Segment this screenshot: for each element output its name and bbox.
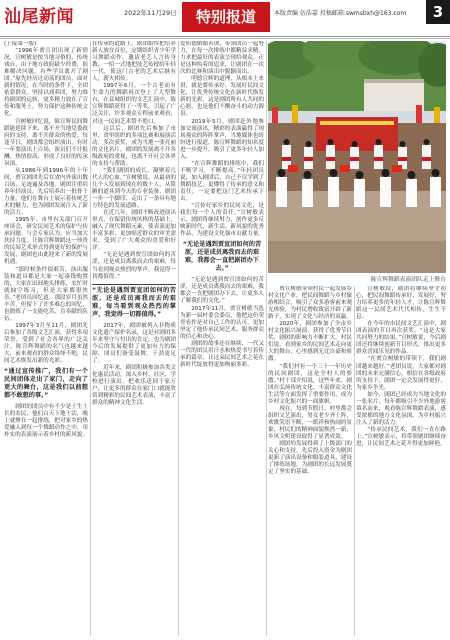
column-divider (354, 286, 355, 636)
article-column-1 (4, 41, 88, 636)
article-paragraph: 这以后，剧团先后参加了市里、省里组织的多项比赛和展演活动，多次获奖，成为当地一张亮丽的文化名片。剧团的发展离不开各级政府的重视，也离不开社会各界的支持与帮助。 (92, 125, 176, 167)
photo-caption: 陈宣辉舞蹈表演团队走上舞台 (370, 277, 446, 283)
article-paragraph: (上接第一版) (4, 41, 37, 47)
editor-contact: 本版责编 伍浩嘉 投稿邮箱:swmsbxh@163.com (274, 10, 407, 17)
article-paragraph: 宣树敏回忆说，陈宣辉民间舞蹈能延续下来，离不开当地党委政府的支持，离不开群众的热爱。每逢节日，剧团都会组织演出，有时一年要演出上百场，演员们不计报酬，热情很高，形成了良好的传承氛围。 (4, 118, 88, 167)
article-paragraph: “无论是遇到贾宣团如何的苦涩，还是成员离我而去的艰难，每当看到观众热烈的掌声，我觉得一切都值得。” (92, 252, 176, 280)
article-column-2 (92, 41, 176, 636)
article-column-5 (356, 286, 446, 636)
article-paragraph: 现在，每到节假日，村里都会组织文艺演出，男女老少齐上阵，欢歌笑语不断，一派祥和热闹的景象，村民们的精神面貌焕然一新，乡风文明建设取得了显著成效。 (268, 405, 352, 440)
masthead (0, 0, 450, 36)
article-paragraph: 爱积德循循善诱，带领团员一起努力，在每一次排练中都精益求精，力求把最好的表演呈现给观众。正是这种执着的追求，让剧团在一次次的比赛和演出中脱颖而出。 (180, 41, 264, 76)
performance-photo (268, 41, 446, 273)
article-column-3 (180, 41, 264, 636)
article-paragraph: “在贾宣树敏的带领下，我们剧团越来越好。”老团员说，大家都对剧团的未来充满信心，相信在各级政府的支持下，剧团一定会发展得更好，为家乡争光。 (356, 356, 446, 391)
issue-date: 2022年11月29日 (124, 9, 177, 17)
article-paragraph: 近年来，剧团积极参加各类文化惠民活动，深入乡村、社区、学校进行演出，把欢乐送到千家万户，让更多的群众在家门口就能欣赏到精彩的民间艺术表演，丰富了群众的精神文化生活。 (92, 364, 176, 407)
masthead-rule-thin (0, 38, 450, 39)
article-paragraph: 在传承的道路上，剧团始终把培养新人放在首位，定期组织青少年学习舞蹈动作，邀请老艺人言传身教，一招一式地把技艺传授给年轻一代，使这门古老的艺术后继有人，薪火相传。 (92, 41, 176, 83)
article-paragraph: 在今年的市民间文艺汇演中，剧团表演的节目再次获奖。“这是大家共同努力的结果。”宣树敏说，今后剧团还将继续创新节目形式，推出更多群众喜闻乐见的作品。 (356, 321, 446, 356)
article-paragraph: 2019年5月，剧团赴外地参加交流演出，精彩的表演赢得了现场观众的阵阵掌声，当地媒体也纷纷进行报道，陈宣辉舞蹈的知名度进一步提升，吸引了更多年轻人加入。 (180, 118, 264, 160)
pull-quote: “无论是遇到贾宣团如何的苦涩，还是成员离我而去的艰难，我都会一直把剧团办下去。” (182, 241, 262, 273)
article-paragraph: 剧团的发展得到了上级部门的关心和支持，先后投入资金为剧团更新了演出设备和服装道具，建设了排练场地，为剧团的长远发展奠定了坚实的基础。 (268, 441, 352, 476)
page-number: 3 (426, 0, 450, 24)
column-divider (266, 41, 267, 636)
pull-quote: “无论是遇到贾宣团如何的苦涩，还是成员离我而去的艰难，每当看到观众热烈的掌声，我觉得一切都值得。” (92, 284, 176, 319)
article-paragraph: 在近几年，剧团不断改进演出形式，在保留传统风格的基础上，融入了现代舞蹈元素，使表演更加丰富多彩，更加贴近群众的审美需求，受到了广大观众的喜爱和好评。 (92, 210, 176, 252)
article-paragraph: “那时候条件很艰苦，演出服装和道具都是大家一起凑钱购置的，大家在田间地头排练，农忙时就抽空练习，但是大家都很快乐。”老团员回忆道，那段岁月虽然辛苦，但留下了许多难忘的回忆，也锻炼了一支能吃苦、肯奉献的队伍。 (4, 266, 88, 322)
article-paragraph: 如今，剧团已经成为当地文化的一张名片，每年都吸引不少外地游客慕名而来，观看陈宣辉舞蹈表演，感受浓郁的地方文化氛围，为乡村振兴注入了新的活力。 (356, 391, 446, 426)
article-paragraph: “传承民间艺术，我们一直在路上。”宣树敏表示，将带领剧团继续奋进，让民间艺术之花开得更加鲜艳。 (356, 426, 446, 448)
article-paragraph: “1996年贾宣团出现了新情况，宣树敏是按当地习俗的，传统戏台，由于地方政府缺少经费，很难解决问题，有些学员离开了剧团。”原先经历过动荡的团员，面对新的情况，在当时的条件下，全团依靠群众，坚持以戏养团，努力维持剧团的运转，更多精力放在了宣传和服务上，努力保护这种传统文化。 (4, 48, 88, 118)
article-paragraph: 2020年，剧团参加了全市乡村文化振兴展演，获得了优秀节目奖，剧团的影响力不断扩大。村民们说，看到家乡的民间艺术走向更大的舞台，心里感到无比自豪和骄傲。 (268, 321, 352, 363)
article-column-4 (268, 286, 352, 636)
article-paragraph: “在宣辉舞蹈的排练中，我们不断学习，不断提高。”年轻团员说，加入剧团后，自己不仅学到了舞蹈技艺，更懂得了传承的意义和责任，一定要把这门艺术传承下去。 (180, 160, 264, 203)
article-paragraph: 1997年6月，一个古老而有生命力的舞蹈再次登上了大型舞台，在县城组织的文艺汇演中，陈宣辉舞蹈获得了一等奖，引起了广泛关注，许多观众专程前来观看，对这一民间艺术赞不绝口。 (92, 83, 176, 125)
pull-quote: “通过宣传推广，我们有一个民间团体走出了家门，走向了更大的舞台，这是我们以前想都不敢想的事。” (4, 368, 88, 400)
article-paragraph: 1997年3月至11月，剧团先后参加了各级文艺汇演，获得多项荣誉，受到了社会各界的广泛关注，陈宣辉舞蹈的名气也越来越大，前来观看的群众络绎不绝，民间艺术焕发出新的光彩。 (4, 322, 88, 365)
stage-performance-image (268, 41, 446, 273)
article-paragraph: 明德宣辉的道理，从根本上来讲，就是要传承好、发展好民间文化，让优秀传统文化在新时代焕发新的光彩，这是剧团所有人共同的心愿，也是他们不懈奋斗的动力源泉。 (180, 76, 264, 118)
article-paragraph: “无论是遇到贾宣团如何的苦涩，还是成员离我而去的艰难，我都会一直把剧团办下去，让更多人了解我们的文化。” (180, 277, 264, 305)
article-paragraph: 从1986年到1996年的十年间，贾宣剧团先后在省内外演出数百场，足迹遍及各地。剧团注重培养年轻演员，先后培养出一批骨干力量，他们在舞台上展示着传统艺术的魅力，也为剧团发展注入了新的活力。 (4, 167, 88, 217)
article-paragraph: 宣树敏说，剧团将继续坚守初心，把民间舞蹈传承好、发展好，努力培养更多的年轻人才，让陈宣辉舞蹈这一民间艺术代代相传，生生不息。 (356, 286, 446, 321)
article-paragraph: 1995年，市里有关部门召开座谈会，研究民间艺术的保护与传承问题。与会专家认为，应当加大扶持力度，让陈宣辉舞蹈这一珍贵的民间艺术形式得到更好的保护与发展，剧团也由此迎来了新的发展机遇。 (4, 217, 88, 266)
masthead-rule (0, 36, 450, 37)
article-paragraph: 剧团的故事还在继续，一代又一代的团员用汗水和热爱书写着传承的篇章，让这朵民间艺术之花在新时代绽放得更加绚丽多彩。 (180, 340, 264, 368)
article-paragraph: “我们村有一个三十一年历史的民间剧团，这是全村人的骄傲。”村干部介绍说，这些年来，剧团在弘扬传统文化、丰富群众文化生活等方面发挥了重要作用，成为乡村文化振兴的一面旗帜。 (268, 363, 352, 405)
article-paragraph: “宣传好家乡的民间文化，是我们每一个人的责任。”宣树敏表示，剧团将继续努力，创作更多反映新时代、新生活、新风貌的优秀作品，为建设文化强市贡献力量。 (180, 203, 264, 238)
column-divider (178, 41, 179, 636)
article-paragraph: 剧团的团员中有不少是土生土长的农民，他们白天下地干活，晚上就聚在一起排练，把对家乡的热爱融入到每一个舞蹈动作之中，用朴实的表演展示着乡村的新风貌。 (4, 404, 88, 439)
newspaper-logo: 汕尾新闻 (4, 7, 74, 27)
section-title: 特别报道 (182, 2, 270, 32)
article-paragraph: 2017年11月，贾宣树敏当选为新一届村委会委员，他把这份荣誉看作是对自己工作的认可，更加坚定了他传承民间艺术、服务群众的信心和决心。 (180, 305, 264, 340)
article-paragraph: 2017年，剧团被列入非物质文化遗产保护名录，这是对剧团多年来坚守与付出的肯定，也为剧团今后的发展提供了更加有力的保障，团员们备受鼓舞，干劲更足了。 (92, 322, 176, 364)
article-paragraph: 贾宣树敏带领村民一起发展乡村文化产业，把民间舞蹈与乡村旅游相结合，吸引了众多游客前来观光体验，为村民增收致富开辟了新路子，实现了文化与经济的双赢。 (268, 286, 352, 321)
article-paragraph: “我们剧团的成长，凝聚着几代人的心血。”宣树敏说，从最初的几个人发展到现在的数十人，从简陋的道具到今天的专业装备，剧团一步一个脚印，走出了一条具有地方特色的发展道路。 (92, 167, 176, 210)
column-divider (90, 41, 91, 636)
